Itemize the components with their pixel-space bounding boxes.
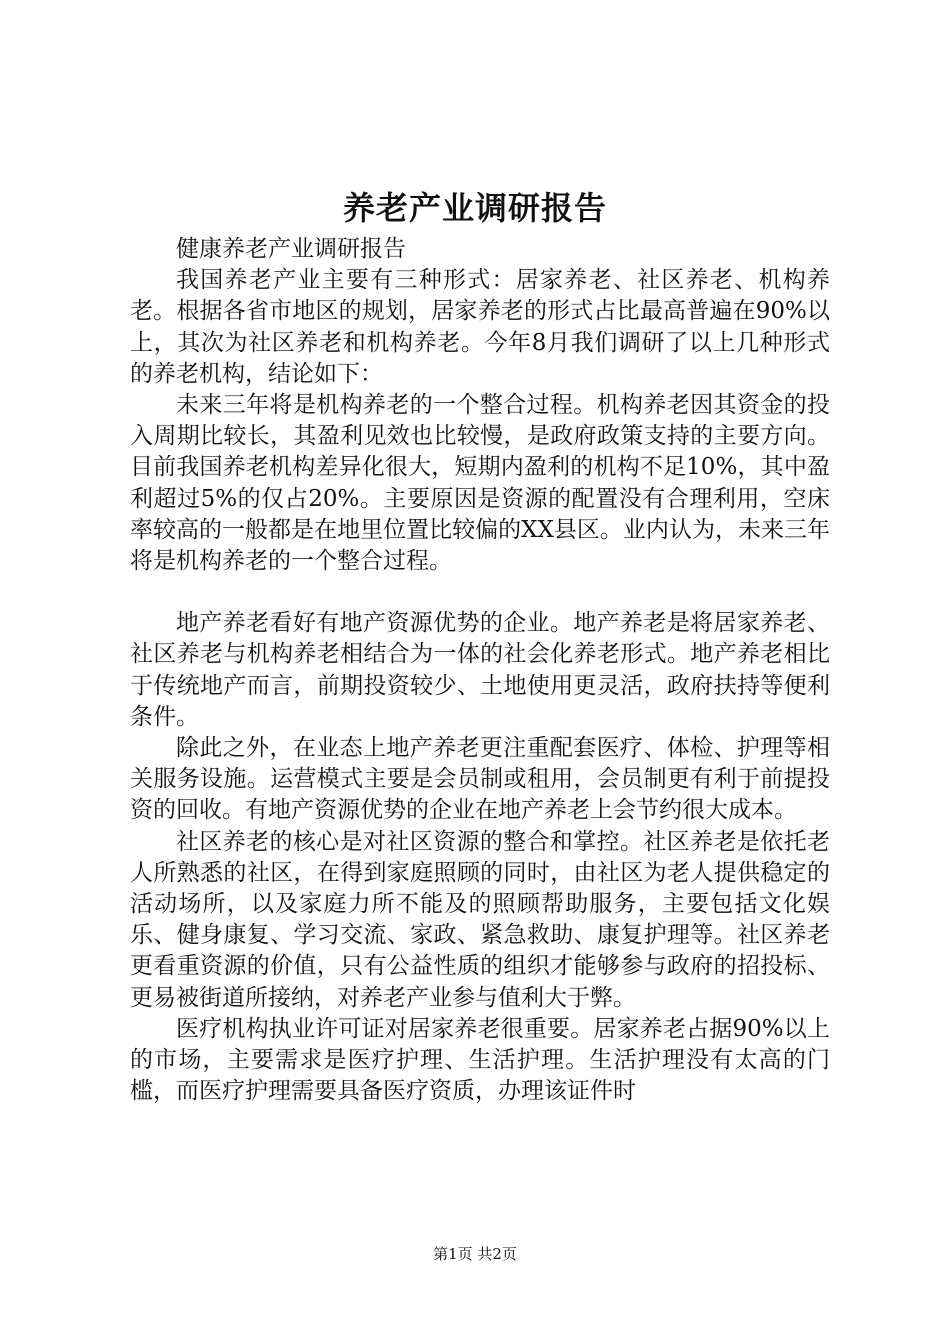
page-number-footer: 第1页 共2页 <box>433 1245 517 1263</box>
paragraph-real-estate-services: 除此之外，在业态上地产养老更注重配套医疗、体检、护理等相关服务设施。运营模式主要是会员制或租用，会员制更有利于前提投资的回收。有地产资源优势的企业在地产养老上会节约很大成本。 <box>130 735 830 824</box>
document-body <box>130 234 830 1107</box>
paragraph-intro: 我国养老产业主要有三种形式：居家养老、社区养老、机构养老。根据各省市地区的规划，居家养老的形式占比最高普遍在90%以上，其次为社区养老和机构养老。今年8月我们调研了以上几种形式的养老机构，结论如下： <box>130 267 830 387</box>
page-title: 养老产业调研报告 <box>342 189 607 227</box>
paragraph-institutional: 未来三年将是机构养老的一个整合过程。机构养老因其资金的投入周期比较长，其盈利见效也比较慢，是政府政策支持的主要方向。目前我国养老机构差异化很大，短期内盈利的机构不足10%，其中盈利超过5%的仅占20%。主要原因是资源的配置没有合理利用，空床率较高的一般都是在地里位置比较偏的XX县区。业内认为，未来三年将是机构养老的一个整合过程。 <box>130 392 830 575</box>
paragraph-real-estate: 地产养老看好有地产资源优势的企业。地产养老是将居家养老、社区养老与机构养老相结合为一体的社会化养老形式。地产养老相比于传统地产而言，前期投资较少、土地使用更灵活，政府扶持等便利条件。 <box>130 610 830 730</box>
paragraph-medical-license: 医疗机构执业许可证对居家养老很重要。居家养老占据90%以上的市场，主要需求是医疗护理、生活护理。生活护理没有太高的门槛，而医疗护理需要具备医疗资质，办理该证件时 <box>130 1015 830 1105</box>
paragraph-community: 社区养老的核心是对社区资源的整合和掌控。社区养老是依托老人所熟悉的社区，在得到家庭照顾的同时，由社区为老人提供稳定的活动场所，以及家庭力所不能及的照顾帮助服务，主要包括文化娱乐、健身康复、学习交流、家政、紧急救助、康复护理等。社区养老更看重资源的价值，只有公益性质的组织才能够参与政府的招投标、更易被街道所接纳，对养老产业参与值利大于弊。 <box>130 828 830 1011</box>
document-subtitle: 健康养老产业调研报告 <box>176 236 406 262</box>
